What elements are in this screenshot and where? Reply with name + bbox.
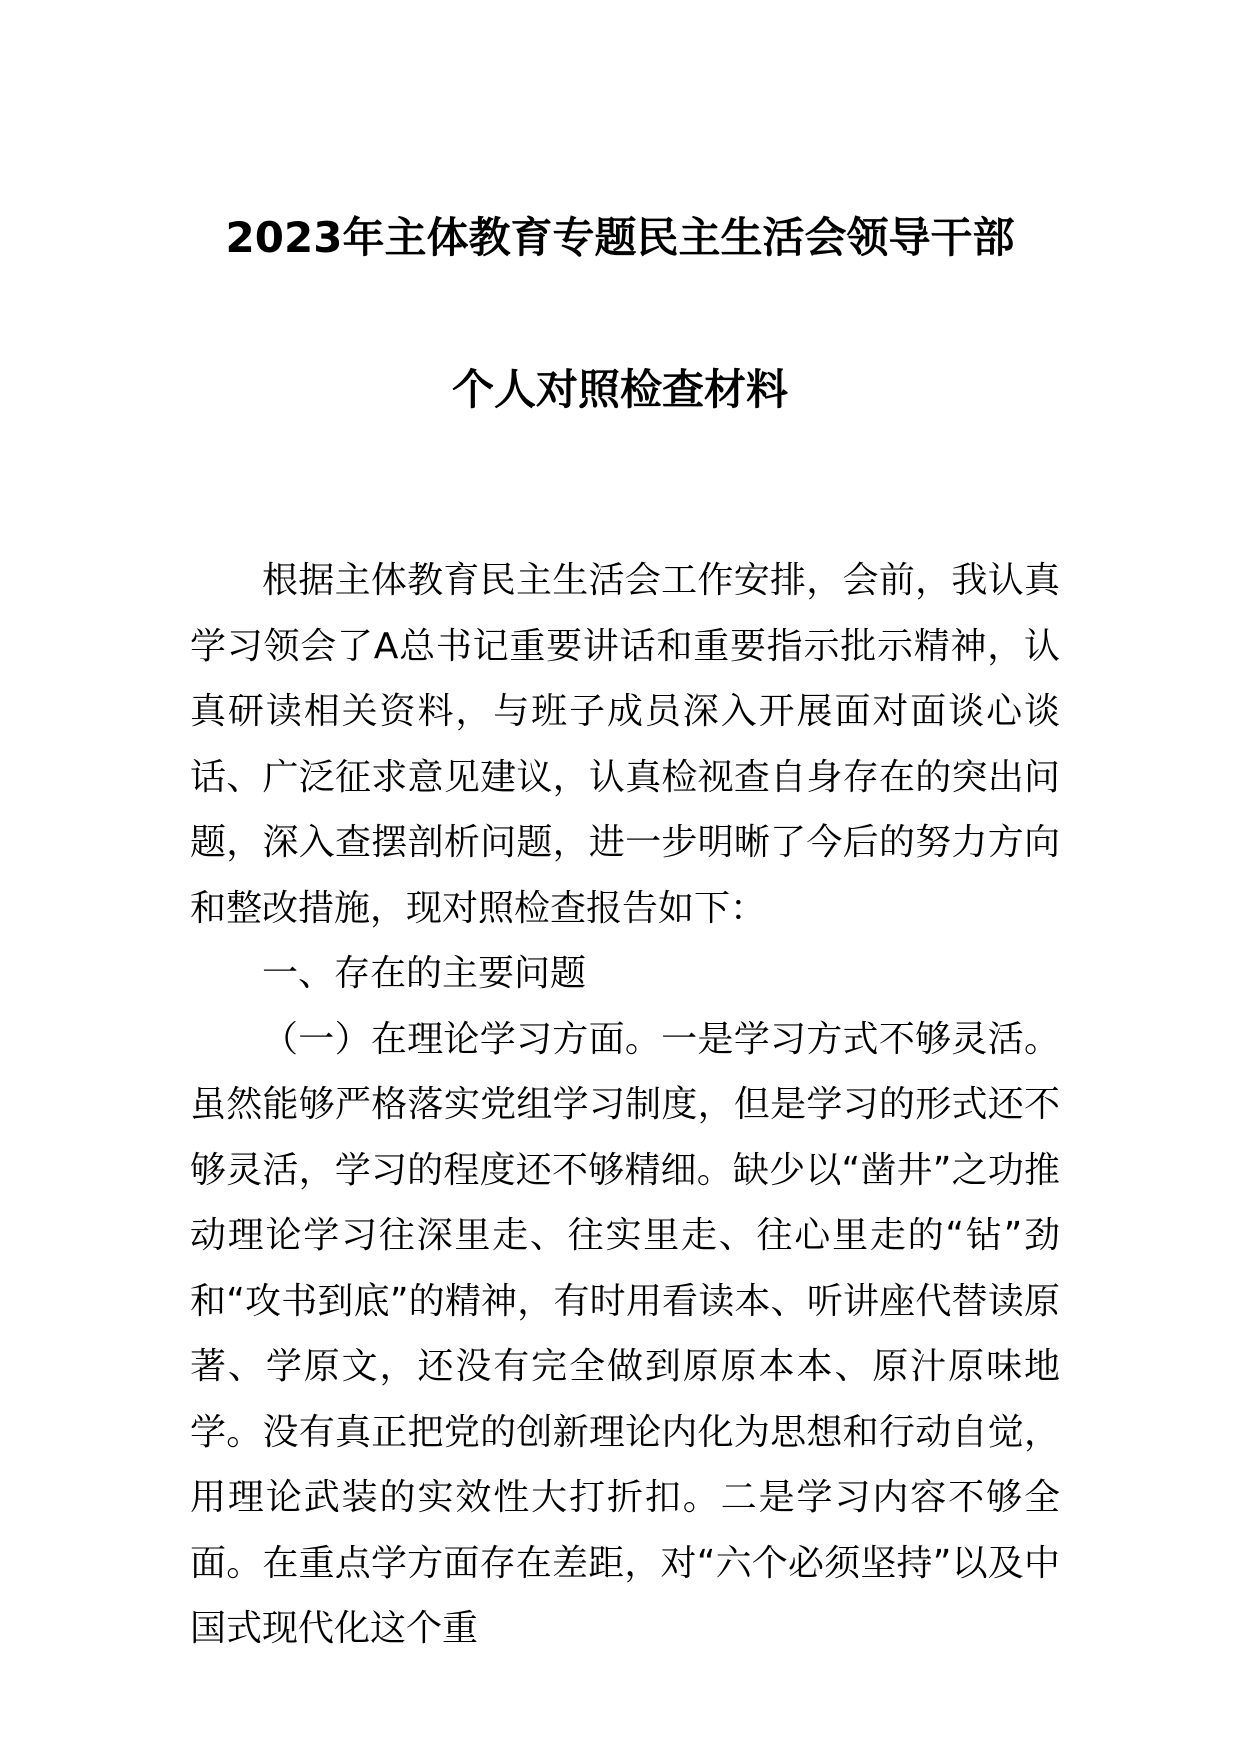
document-body	[190, 548, 1060, 1662]
document-title-line-2: 个人对照检查材料	[451, 365, 788, 414]
theory-study-paragraph: （一）在理论学习方面。一是学习方式不够灵活。虽然能够严格落实党组学习制度，但是学习的形式还不够灵活，学习的程度还不够精细。缺少以“凿井”之功推动理论学习往深里走、往实里走、往心里走的“钻”劲和“攻书到底”的精神，有时用看读本、听讲座代替读原著、学原文，还没有完全做到原原本本、原汁原味地学。没有真正把党的创新理论内化为思想和行动自觉，用理论武装的实效性大打折扣。二是学习内容不够全面。在重点学方面存在差距，对“六个必须坚持”以及中国式现代化这个重	[190, 1018, 1060, 1649]
section-heading-problems: 一、存在的主要问题	[262, 953, 587, 994]
document-title-line-1: 2023年主体教育专题民主生活会领导干部	[225, 213, 1015, 262]
intro-paragraph: 根据主体教育民主生活会工作安排，会前，我认真学习领会了A总书记重要讲话和重要指示批示精神，认真研读相关资料，与班子成员深入开展面对面谈心谈话、广泛征求意见建议，认真检视查自身存在的突出问题，深入查摆剖析问题，进一步明晰了今后的努力方向和整改措施，现对照检查报告如下：	[190, 560, 1060, 929]
